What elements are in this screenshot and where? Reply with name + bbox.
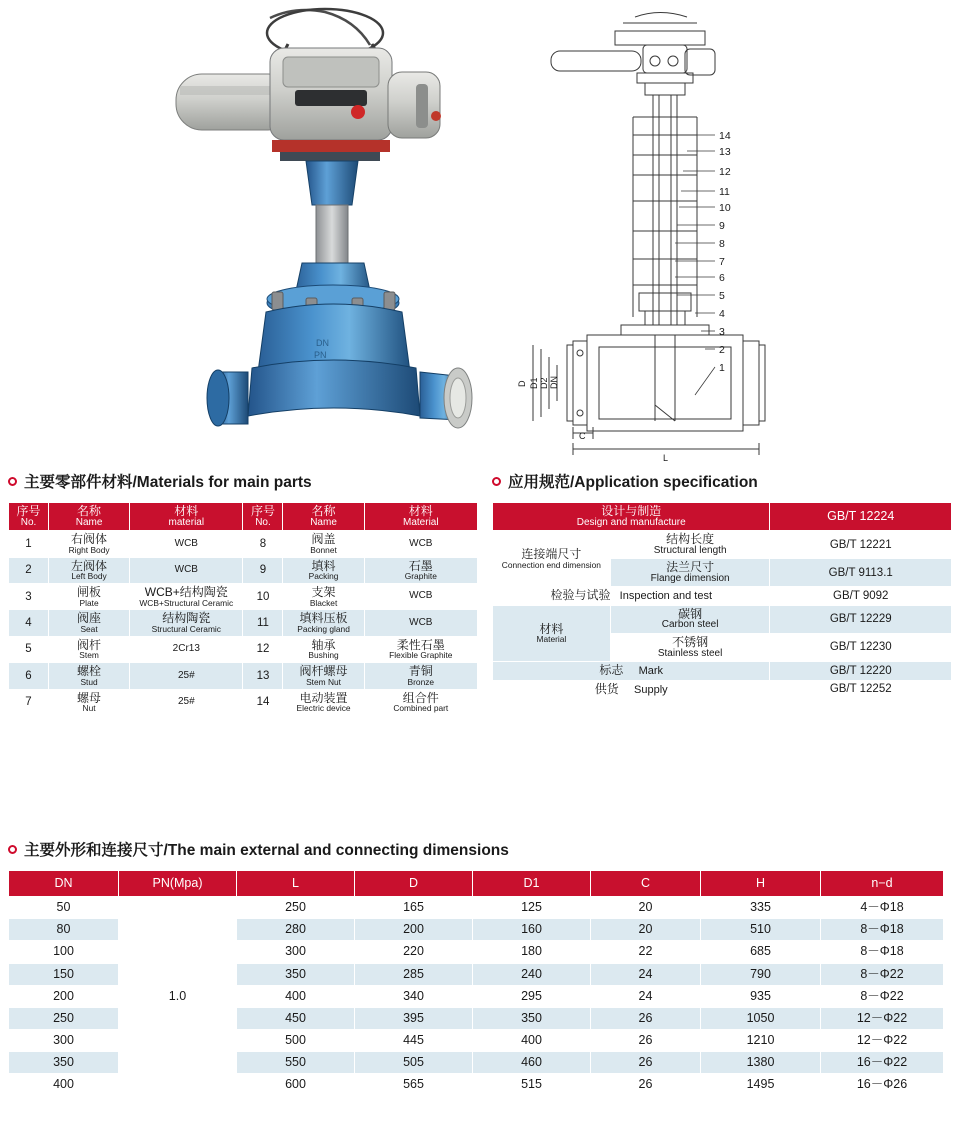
cell-d: 165 [355,897,473,919]
cell-no: 14 [243,689,283,715]
cell-item [610,605,770,633]
cell-name-cn: 阀座 [77,611,102,626]
cell-name-en: Nut [82,703,96,714]
cell-item-en: Structural length [653,544,727,556]
table-row [493,662,952,681]
cell-material [130,663,243,689]
cell-name-cn: 电动装置 [299,690,348,705]
cell-standard: GB/T 9092 [770,587,952,606]
cell-name-en: Stem Nut [306,676,341,687]
svg-text:D: D [517,380,527,387]
cell-group-cn: 材料 [539,621,564,636]
cell-name-en: Blacket [309,597,338,608]
cell-name [49,689,130,715]
header-cn: 序号 [16,504,41,518]
materials-table [8,502,478,716]
cell-d1: 240 [473,963,591,985]
cell-standard: GB/T 12252 [770,680,952,699]
cell-material [364,610,477,636]
technical-drawing-svg [495,5,955,465]
cell-name [49,557,130,583]
cell-material [130,583,243,609]
table-row [493,680,952,699]
cell-material-en: WCB [174,537,198,549]
cell-material-en: WCB [409,590,433,602]
cell-c: 26 [591,1029,701,1051]
cell-l: 600 [237,1074,355,1096]
cell-group-en: Material [536,634,567,645]
cell-material-en: WCB+Structural Ceramic [139,597,234,608]
cell-name [49,636,130,662]
svg-text:D1: D1 [529,377,539,389]
header-en: Material [403,516,439,528]
cell-material-en: 2Cr13 [172,643,200,655]
table-row [493,531,952,559]
cell-name-en: Left Body [71,571,107,582]
table-row [9,897,944,919]
cell-item [610,633,770,661]
cell-l: 550 [237,1052,355,1074]
cell-no: 8 [243,531,283,557]
cell-name [49,663,130,689]
header-en: Name [75,516,103,528]
cell-name [49,531,130,557]
cell-material [130,610,243,636]
bullet-icon [8,845,17,854]
cell-material [130,689,243,715]
svg-text:11: 11 [719,186,730,198]
table-row [9,636,478,662]
cell-d: 445 [355,1029,473,1051]
cell-l: 250 [237,897,355,919]
svg-text:12: 12 [719,166,731,178]
table-row [9,557,478,583]
cell-name-cn: 支架 [311,584,336,599]
cell-material-en: 25# [177,669,195,681]
cell-material-cn: 结构陶瓷 [162,611,211,626]
header-no-1 [9,503,49,531]
cell-material-en: Graphite [404,571,437,582]
cell-item-cn: 不锈钢 [672,634,709,649]
cell-no: 12 [243,636,283,662]
dimensions-heading-text: 主要外形和连接尺寸/The main external and connecting dimensions [24,842,509,859]
header-standard-value: GB/T 12224 [827,508,895,523]
cell-name-en: Stud [80,676,98,687]
cell-h: 510 [701,919,821,941]
header-name-1 [49,503,130,531]
header-c: C [591,871,701,897]
cell-d1: 400 [473,1029,591,1051]
header-cn: 序号 [250,504,275,518]
cell-name-en: Right Body [68,544,110,555]
cell-item-en: Flange dimension [650,572,730,584]
svg-text:6: 6 [719,272,725,284]
cell-material-en: WCB [174,563,198,575]
cell-item-cn: 检验与试验 [550,588,611,603]
svg-text:8: 8 [719,238,725,250]
cell-name-en: Stem [79,650,99,661]
cell-standard: GB/T 9113.1 [770,559,952,587]
cell-pn: 1.0 [119,897,237,1096]
cell-no: 11 [243,610,283,636]
cell-h: 685 [701,941,821,963]
application-heading-text: 应用规范/Application specification [508,474,758,491]
cell-material-cn: WCB+结构陶瓷 [144,584,228,599]
header-d: D [355,871,473,897]
cell-group-en: Connection end dimension [501,559,601,570]
cell-name [283,689,364,715]
cell-name-cn: 右阀体 [71,532,108,547]
svg-text:9: 9 [719,220,725,232]
svg-text:DN: DN [549,376,559,389]
valve-photo [120,0,480,465]
dimensions-table [8,870,944,1096]
cell-name [283,531,364,557]
cell-d: 565 [355,1074,473,1096]
cell-h: 1495 [701,1074,821,1096]
cell-name-cn: 阀盖 [311,532,336,547]
header-material-2 [364,503,477,531]
cell-item-en: Stainless steel [657,647,723,659]
cell-material-en: Bronze [407,676,435,687]
cell-material-cn: 组合件 [402,690,439,705]
cell-standard: GB/T 12230 [770,633,952,661]
cell-material [364,557,477,583]
cell-h: 935 [701,985,821,1007]
cell-name [283,610,364,636]
cell-name-cn: 阀杆螺母 [299,664,348,679]
bullet-icon [492,477,501,486]
cell-l: 300 [237,941,355,963]
cell-dn: 200 [9,985,119,1007]
cell-c: 20 [591,897,701,919]
header-cn: 材料 [174,504,199,518]
header-standard [770,503,952,531]
cell-c: 24 [591,985,701,1007]
header-cn: 材料 [408,504,433,518]
table-row [493,587,952,606]
cell-nd: 8－Φ18 [821,919,944,941]
cell-name [49,583,130,609]
cell-name-en: Packing gland [297,623,350,634]
table-header-row [9,871,944,897]
cell-material-cn: 青铜 [408,664,433,679]
cell-material [364,583,477,609]
cell-c: 26 [591,1007,701,1029]
cell-material-en: Structural Ceramic [151,623,221,634]
header-material-1 [130,503,243,531]
cell-material [130,636,243,662]
svg-text:L: L [663,453,669,463]
header-en: No. [20,516,37,528]
application-table [492,502,952,699]
cell-d: 220 [355,941,473,963]
cell-material [364,663,477,689]
cell-group-cn: 连接端尺寸 [521,546,582,561]
cell-dn: 150 [9,963,119,985]
cell-material-en: Combined part [393,703,449,714]
cell-h: 1210 [701,1029,821,1051]
dimensions-heading [8,838,958,860]
cell-material [364,689,477,715]
cell-c: 20 [591,919,701,941]
header-nd: n−d [821,871,944,897]
cell-name [49,610,130,636]
svg-text:5: 5 [719,290,725,302]
cell-dn: 100 [9,941,119,963]
svg-text:PN: PN [314,350,327,360]
cell-c: 24 [591,963,701,985]
svg-text:3: 3 [719,326,725,338]
header-h: H [701,871,821,897]
cell-h: 335 [701,897,821,919]
materials-section [8,470,480,716]
cell-supply [493,680,770,699]
dimensions-section [8,838,958,1096]
header-en: Name [310,516,337,528]
cell-nd: 4－Φ18 [821,897,944,919]
cell-h: 1050 [701,1007,821,1029]
cell-standard: GB/T 12221 [770,531,952,559]
cell-d: 285 [355,963,473,985]
table-row [9,531,478,557]
header-d1: D1 [473,871,591,897]
svg-text:DN: DN [316,338,329,348]
table-row [9,583,478,609]
svg-text:10: 10 [719,202,731,214]
cell-l: 500 [237,1029,355,1051]
cell-name-cn: 左阀体 [71,558,108,573]
cell-item-en: Mark [638,665,664,678]
table-header-row [9,503,478,531]
cell-dn: 350 [9,1052,119,1074]
cell-no: 4 [9,610,49,636]
cell-group [493,605,611,661]
cell-nd: 8－Φ18 [821,941,944,963]
svg-text:4: 4 [719,308,725,320]
cell-c: 26 [591,1074,701,1096]
cell-material [130,531,243,557]
cell-no: 3 [9,583,49,609]
svg-text:C: C [579,431,586,441]
cell-item-cn: 结构长度 [666,532,715,547]
cell-dn: 80 [9,919,119,941]
cell-item-en: Inspection and test [619,590,712,603]
cell-l: 450 [237,1007,355,1029]
cell-name [283,583,364,609]
cell-material-en: WCB [409,537,433,549]
cell-mark [493,662,770,681]
cell-material-en: Flexible Graphite [389,650,453,661]
cell-no: 2 [9,557,49,583]
cell-inspection [493,587,770,606]
cell-nd: 16－Φ22 [821,1052,944,1074]
cell-name-cn: 闸板 [77,584,102,599]
table-row [9,689,478,715]
svg-text:D2: D2 [539,377,549,389]
header-l: L [237,871,355,897]
cell-no: 13 [243,663,283,689]
cell-d1: 125 [473,897,591,919]
svg-text:14: 14 [719,130,731,142]
header-pn: PN(Mpa) [119,871,237,897]
cell-item-cn: 碳钢 [678,606,703,621]
cell-no: 7 [9,689,49,715]
cell-name-cn: 填料 [311,558,336,573]
svg-text:2: 2 [719,344,725,356]
cell-d: 505 [355,1052,473,1074]
cell-name-cn: 填料压板 [299,611,348,626]
cell-l: 350 [237,963,355,985]
cell-d1: 295 [473,985,591,1007]
cell-nd: 12－Φ22 [821,1029,944,1051]
cell-name [283,636,364,662]
cell-item [610,531,770,559]
svg-text:7: 7 [719,256,725,268]
table-row [9,610,478,636]
cell-d1: 515 [473,1074,591,1096]
cell-name-en: Plate [79,597,99,608]
materials-heading-text: 主要零部件材料/Materials for main parts [24,474,312,491]
cell-l: 280 [237,919,355,941]
header-en: Design and manufacture [576,516,686,528]
cell-nd: 8－Φ22 [821,963,944,985]
application-heading [492,470,954,492]
cell-nd: 12－Φ22 [821,1007,944,1029]
cell-no: 6 [9,663,49,689]
cell-no: 10 [243,583,283,609]
cell-l: 400 [237,985,355,1007]
cell-name-cn: 螺栓 [77,664,102,679]
cell-d1: 460 [473,1052,591,1074]
cell-dn: 300 [9,1029,119,1051]
cell-name-cn: 阀杆 [77,637,102,652]
cell-name [283,557,364,583]
cell-h: 790 [701,963,821,985]
cell-item [610,559,770,587]
header-cn: 设计与制造 [601,504,662,518]
cell-h: 1380 [701,1052,821,1074]
cell-no: 5 [9,636,49,662]
cell-material [364,531,477,557]
cell-dn: 50 [9,897,119,919]
cell-material [130,557,243,583]
svg-text:1: 1 [719,362,725,374]
cell-item-en: Supply [634,683,668,696]
cell-name-en: Bushing [308,650,339,661]
cell-dn: 400 [9,1074,119,1096]
cell-d1: 180 [473,941,591,963]
cell-name-en: Bonnet [310,544,337,555]
cell-material-en: 25# [177,695,195,707]
cell-d1: 160 [473,919,591,941]
cell-d: 340 [355,985,473,1007]
callout-labels [719,130,731,374]
cell-nd: 8－Φ22 [821,985,944,1007]
cell-item-cn: 标志 [599,663,624,678]
header-en: material [168,516,205,528]
cell-material-en: WCB [409,616,433,628]
cell-no: 9 [243,557,283,583]
cell-no: 1 [9,531,49,557]
cell-standard: GB/T 12220 [770,662,952,681]
header-design-manufacture [493,503,770,531]
header-no-2 [243,503,283,531]
cell-d1: 350 [473,1007,591,1029]
table-header-row [493,503,952,531]
cell-dn: 250 [9,1007,119,1029]
cell-name-en: Packing [308,571,339,582]
cell-material-cn: 柔性石墨 [396,637,445,652]
cell-name-en: Electric device [296,703,351,714]
header-cn: 名称 [311,504,336,518]
bullet-icon [8,477,17,486]
cell-name-cn: 螺母 [77,690,102,705]
cell-d: 395 [355,1007,473,1029]
header-en: No. [255,516,271,528]
table-row [493,605,952,633]
cell-c: 26 [591,1052,701,1074]
cell-name-en: Seat [80,623,98,634]
cell-nd: 16－Φ26 [821,1074,944,1096]
cell-standard: GB/T 12229 [770,605,952,633]
valve-photo-svg [120,0,480,465]
technical-drawing [495,5,955,465]
table-row [9,663,478,689]
cell-group [493,531,611,587]
cell-c: 22 [591,941,701,963]
product-imagery [0,0,966,470]
materials-heading [8,470,480,492]
cell-item-cn: 法兰尺寸 [666,560,715,575]
application-section [492,470,954,699]
cell-material [364,636,477,662]
header-dn: DN [9,871,119,897]
header-name-2 [283,503,364,531]
header-cn: 名称 [77,504,102,518]
cell-material-cn: 石墨 [408,558,433,573]
cell-name [283,663,364,689]
cell-item-cn: 供货 [594,681,619,696]
cell-item-en: Carbon steel [661,619,719,631]
cell-name-cn: 轴承 [311,637,336,652]
svg-text:13: 13 [719,146,731,158]
cell-d: 200 [355,919,473,941]
